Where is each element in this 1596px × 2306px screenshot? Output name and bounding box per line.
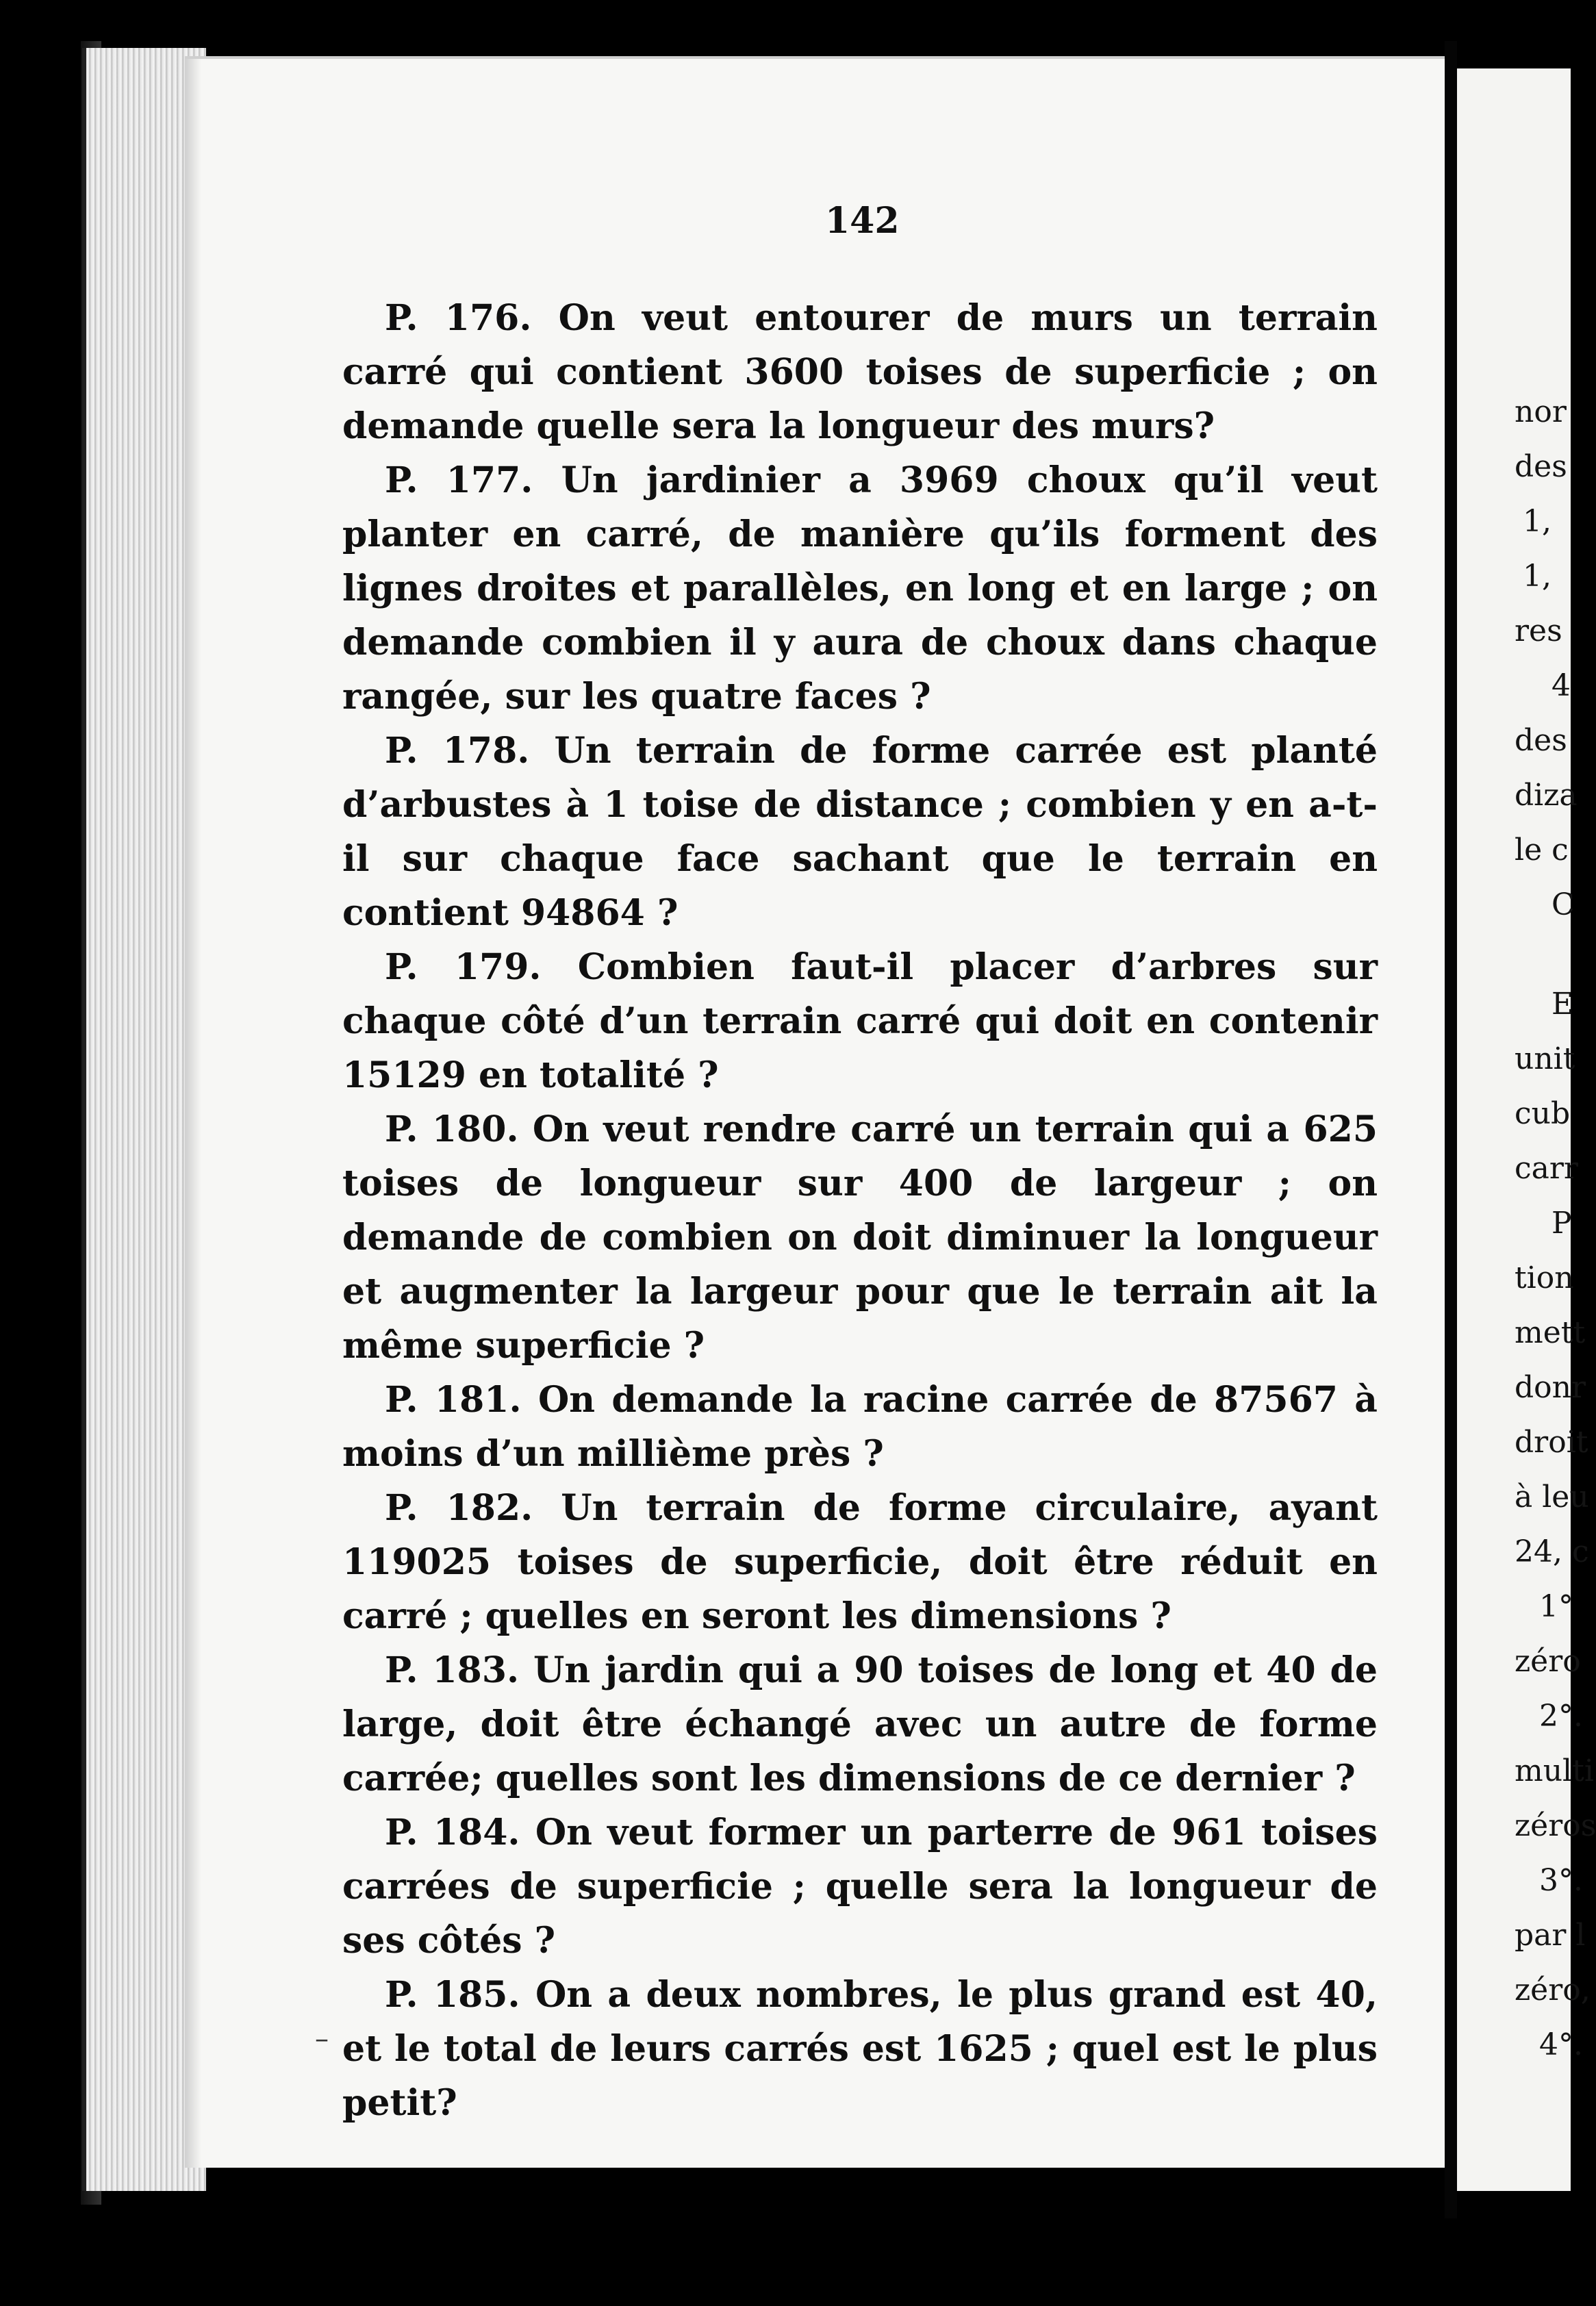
facing-fragment: zéros xyxy=(1515,1808,1596,1843)
facing-fragment: des xyxy=(1515,723,1567,758)
facing-fragment: 4 xyxy=(1551,668,1571,703)
problem-label: P. 181. xyxy=(385,1379,522,1421)
problem-179 xyxy=(342,940,1378,1102)
facing-fragment: mett xyxy=(1515,1315,1586,1350)
problem-text: Un terrain de forme carrée est planté d’arbustes à 1 toise de distance ; combien y en a-t-il sur chaque face sachant que le terrain en contient 94864 ? xyxy=(342,730,1378,934)
problem-177 xyxy=(342,453,1378,724)
problem-label: P. 180. xyxy=(385,1108,519,1150)
problem-label: P. 185. xyxy=(385,1974,520,2016)
problem-text: On veut rendre carré un terrain qui a 625 toises de longueur sur 400 de largeur ; on demande de combien on doit diminuer la longueur et augmenter la largeur pour que le terrain ait la même superficie ? xyxy=(342,1108,1378,1367)
problem-181 xyxy=(342,1373,1378,1481)
facing-fragment: 1° xyxy=(1539,1589,1573,1624)
facing-fragment: 24, c xyxy=(1515,1534,1589,1569)
problem-text: Combien faut-il placer d’arbres sur chaque côté d’un terrain carré qui doit en contenir 15129 en totalité ? xyxy=(342,946,1378,1096)
facing-fragment: donr xyxy=(1515,1370,1586,1405)
facing-fragment: unit xyxy=(1515,1041,1575,1076)
problem-label: P. 183. xyxy=(385,1649,520,1691)
facing-fragment: carr xyxy=(1515,1151,1578,1186)
facing-fragment: zéro xyxy=(1515,1644,1581,1679)
facing-fragment: le c xyxy=(1515,833,1569,867)
facing-fragment: P xyxy=(1551,1206,1572,1241)
facing-fragment: zéro, xyxy=(1515,1973,1591,2007)
facing-fragment: droit xyxy=(1515,1425,1588,1460)
facing-fragment: tion xyxy=(1515,1260,1574,1295)
problem-text: Un terrain de forme circulaire, ayant 119025 toises de superficie, doit être réduit en carré ; quelles en seront les dimensions ? xyxy=(342,1487,1378,1637)
facing-fragment: à leu xyxy=(1515,1480,1589,1515)
problem-list xyxy=(342,291,1378,2130)
problem-text: On a deux nombres, le plus grand est 40, et le total de leurs carrés est 1625 ; quel est le plus petit? xyxy=(342,1974,1378,2124)
problem-label: P. 184. xyxy=(385,1812,520,1853)
problem-text: On demande la racine carrée de 87567 à moins d’un millième près ? xyxy=(342,1379,1378,1475)
facing-fragment: E xyxy=(1551,987,1574,1022)
problem-text: On veut entourer de murs un terrain carré qui contient 3600 toises de superficie ; on demande quelle sera la longueur des murs? xyxy=(342,297,1378,447)
problem-label: P. 182. xyxy=(385,1487,533,1529)
facing-fragment: 1, xyxy=(1523,559,1551,594)
problem-178 xyxy=(342,724,1378,940)
facing-fragment: nor xyxy=(1515,394,1567,429)
problem-label: P. 176. xyxy=(385,297,532,339)
book-gutter xyxy=(1445,41,1457,2218)
problem-text: Un jardinier a 3969 choux qu’il veut planter en carré, de manière qu’ils forment des lignes droites et parallèles, en long et en large ; on demande combien il y aura de choux dans chaque rangée, sur les quatre faces ? xyxy=(342,459,1378,718)
facing-fragment: multi xyxy=(1515,1753,1594,1788)
facing-fragment: des xyxy=(1515,449,1567,484)
facing-page xyxy=(1457,68,1596,2191)
bottom-margin-mark: – xyxy=(315,2023,329,2055)
facing-fragment: 4°. xyxy=(1539,2027,1583,2062)
problem-184 xyxy=(342,1805,1378,1968)
problem-183 xyxy=(342,1643,1378,1805)
problem-text: Un jardin qui a 90 toises de long et 40 de large, doit être échangé avec un autre de forme carrée; quelles sont les dimensions de ce dernier ? xyxy=(342,1649,1378,1799)
facing-fragment: cub xyxy=(1515,1096,1571,1131)
facing-fragment: 1, xyxy=(1523,504,1551,539)
facing-fragment: 2°. xyxy=(1539,1699,1583,1734)
problem-176 xyxy=(342,291,1378,453)
page-number: 142 xyxy=(825,200,900,242)
facing-fragment: diza xyxy=(1515,778,1578,813)
problem-182 xyxy=(342,1481,1378,1643)
facing-fragment: 3°. xyxy=(1539,1863,1583,1898)
problem-label: P. 179. xyxy=(385,946,542,988)
problem-180 xyxy=(342,1102,1378,1373)
facing-fragment: res xyxy=(1515,613,1562,648)
problem-185 xyxy=(342,1968,1378,2130)
facing-fragment: par l xyxy=(1515,1918,1586,1953)
problem-text: On veut former un parterre de 961 toises carrées de superficie ; quelle sera la longueur de ses côtés ? xyxy=(342,1812,1378,1962)
problem-label: P. 177. xyxy=(385,459,533,501)
facing-fragment: C xyxy=(1551,887,1575,922)
problem-label: P. 178. xyxy=(385,730,530,772)
